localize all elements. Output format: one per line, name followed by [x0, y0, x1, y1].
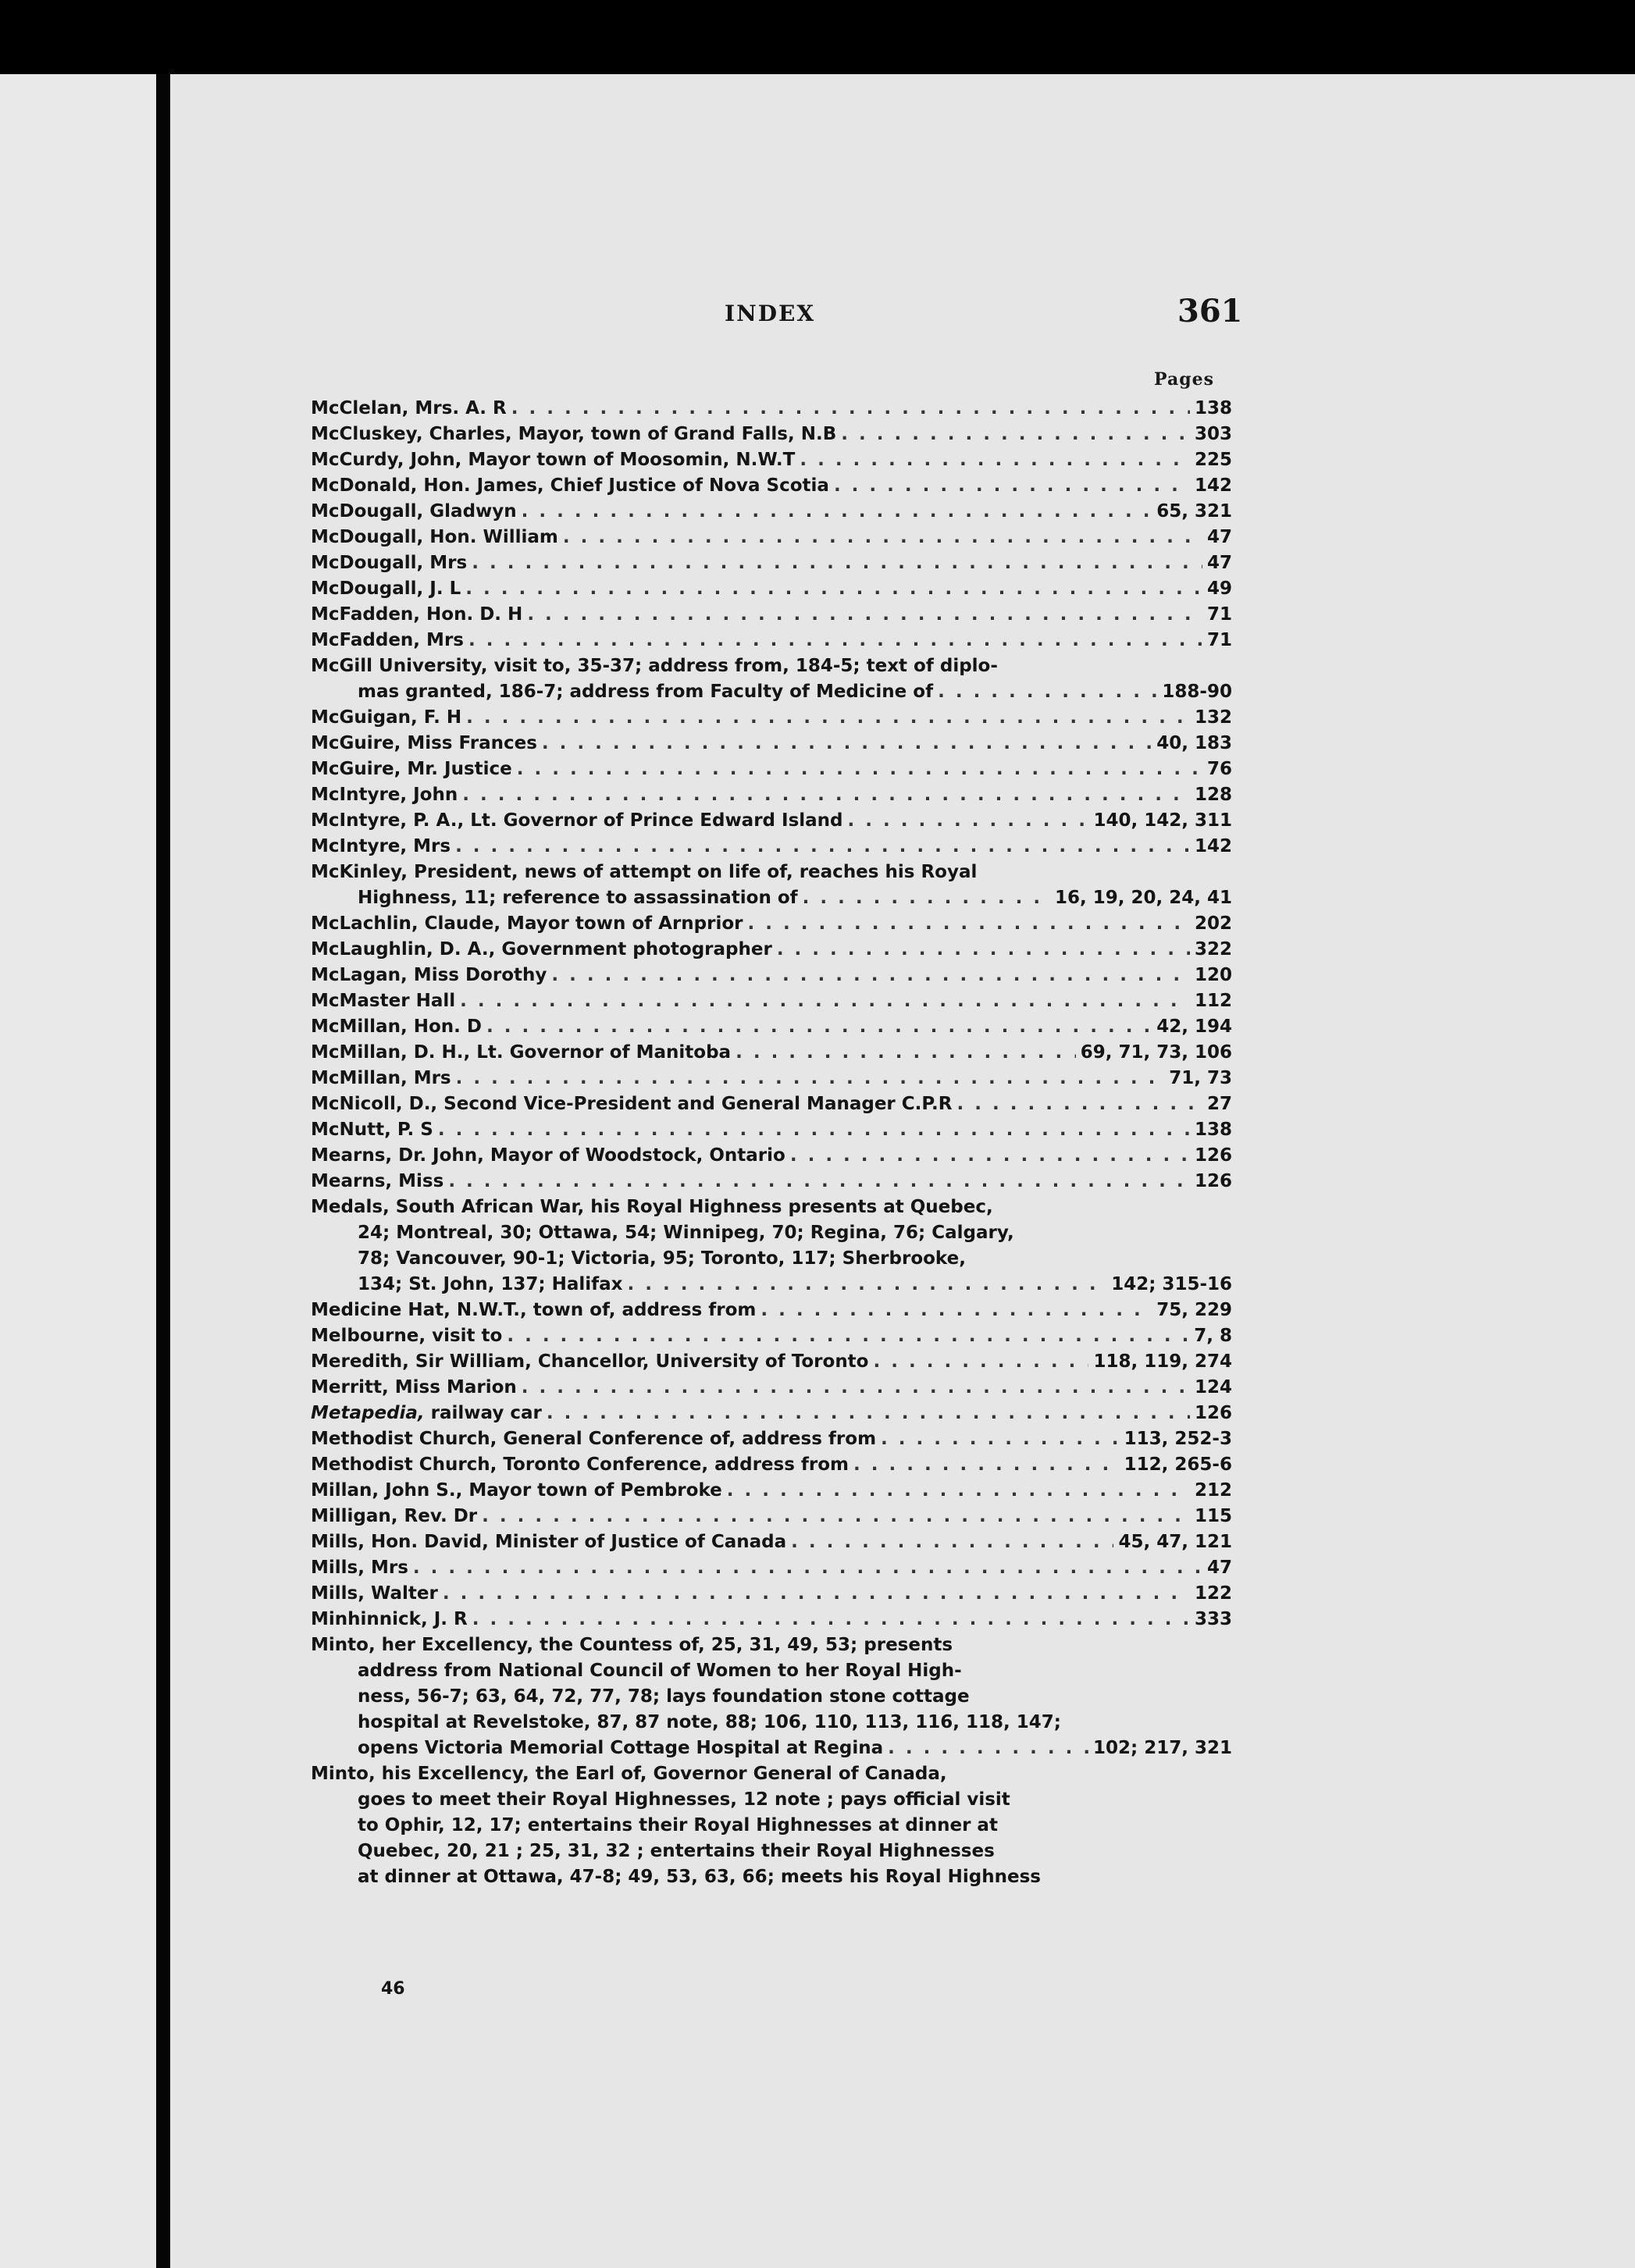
- dot-leader: [466, 705, 1190, 731]
- index-entry: [311, 860, 1232, 911]
- index-heading-text: McNicoll, D., Second Vice-President and General Manager C.P.R: [311, 1094, 953, 1114]
- index-entry: [311, 576, 1232, 602]
- dot-leader: [888, 1736, 1088, 1761]
- index-page-refs: 118, 119, 274: [1093, 1351, 1232, 1372]
- index-heading-text: McKinley, President, news of attempt on life of, reaches his Royal: [311, 862, 978, 882]
- index-page-refs: 69, 71, 73, 106: [1080, 1042, 1232, 1063]
- index-heading-text: McIntyre, Mrs: [311, 836, 451, 856]
- index-heading-text: McDougall, Mrs: [311, 553, 468, 573]
- index-page-refs: 112: [1194, 991, 1232, 1011]
- index-page: [170, 74, 1635, 2268]
- index-entry: [311, 834, 1232, 860]
- index-heading-text: 24; Montreal, 30; Ottawa, 54; Winnipeg, 70; Regina, 76; Calgary,: [358, 1223, 1014, 1243]
- index-heading-text: 78; Vancouver, 90-1; Victoria, 95; Toronto, 117; Sherbrooke,: [358, 1248, 966, 1269]
- index-page-refs: 333: [1194, 1609, 1232, 1629]
- index-entry: [311, 1195, 1232, 1298]
- index-heading-text: hospital at Revelstoke, 87, 87 note, 88; 106, 110, 113, 116, 118, 147;: [358, 1712, 1061, 1732]
- index-entry: [311, 1066, 1232, 1091]
- index-line: [311, 499, 1232, 525]
- index-heading-text: Mearns, Dr. John, Mayor of Woodstock, Ontario: [311, 1145, 785, 1166]
- index-heading-text: to Ophir, 12, 17; entertains their Royal Highnesses at dinner at: [358, 1815, 998, 1835]
- index-entry: [311, 1375, 1232, 1401]
- index-entry: [311, 1529, 1232, 1555]
- index-line: [311, 1169, 1232, 1195]
- index-entry: [311, 1607, 1232, 1632]
- index-entry: [311, 808, 1232, 834]
- index-line: [311, 679, 1232, 705]
- index-line: [311, 628, 1232, 653]
- index-line: [311, 1736, 1232, 1761]
- index-heading-text: McClelan, Mrs. A. R: [311, 398, 507, 418]
- dot-leader: [628, 1272, 1107, 1298]
- index-heading-text: Methodist Church, Toronto Conference, address from: [311, 1454, 850, 1475]
- index-page-refs: 47: [1206, 1558, 1232, 1578]
- index-line: [311, 937, 1232, 963]
- index-page-refs: 45, 47, 121: [1118, 1532, 1232, 1552]
- index-page-refs: 138: [1194, 398, 1232, 418]
- signature-mark: 46: [381, 1979, 405, 1999]
- index-line: [311, 1684, 1232, 1710]
- dot-leader: [873, 1349, 1088, 1375]
- index-line: [311, 576, 1232, 602]
- index-line: [311, 396, 1232, 422]
- dot-leader: [472, 1607, 1190, 1632]
- index-entry: [311, 525, 1232, 550]
- index-heading-text: McFadden, Mrs: [311, 630, 464, 650]
- index-heading-text: McIntyre, P. A., Lt. Governor of Prince Edward Island: [311, 810, 843, 831]
- index-heading-text: Quebec, 20, 21 ; 25, 31, 32 ; entertains their Royal Highnesses: [358, 1841, 995, 1861]
- index-heading-text: McGuigan, F. H: [311, 707, 462, 728]
- index-line: [311, 1864, 1232, 1890]
- index-entry: [311, 1452, 1232, 1478]
- dot-leader: [413, 1555, 1202, 1581]
- dot-leader: [547, 1401, 1190, 1426]
- index-line: [311, 1040, 1232, 1066]
- index-page-refs: 132: [1194, 707, 1232, 728]
- index-heading-text: McDougall, J. L: [311, 579, 461, 599]
- index-line: [311, 1478, 1232, 1504]
- index-entry: [311, 911, 1232, 937]
- index-line: [311, 1117, 1232, 1143]
- dot-leader: [462, 782, 1190, 808]
- dot-leader: [527, 602, 1202, 628]
- dot-leader: [938, 679, 1157, 705]
- index-entry: [311, 1581, 1232, 1607]
- index-entry: [311, 1040, 1232, 1066]
- index-line: [311, 1298, 1232, 1323]
- dot-leader: [841, 422, 1190, 447]
- dot-leader: [551, 963, 1190, 988]
- index-heading-text: McLaughlin, D. A., Government photographer: [311, 939, 772, 960]
- index-page-refs: 112, 265-6: [1124, 1454, 1232, 1475]
- index-heading-text: McMillan, D. H., Lt. Governor of Manitoba: [311, 1042, 732, 1063]
- index-line: [311, 988, 1232, 1014]
- index-entry: [311, 396, 1232, 422]
- dot-leader: [460, 988, 1190, 1014]
- index-heading-text: McDonald, Hon. James, Chief Justice of Nova Scotia: [311, 475, 829, 496]
- index-page-refs: 71: [1206, 604, 1232, 625]
- index-line: [311, 1375, 1232, 1401]
- index-line: [311, 1555, 1232, 1581]
- index-entry: [311, 1426, 1232, 1452]
- dot-leader: [777, 937, 1190, 963]
- dot-leader: [853, 1452, 1120, 1478]
- index-entry: [311, 499, 1232, 525]
- dot-leader: [790, 1143, 1190, 1169]
- index-heading-text: mas granted, 186-7; address from Faculty of Medicine of: [358, 682, 934, 702]
- index-heading-text: Mearns, Miss: [311, 1171, 444, 1191]
- index-page-refs: 138: [1194, 1120, 1232, 1140]
- index-entry: [311, 757, 1232, 782]
- running-head-title: INDEX: [725, 301, 816, 326]
- index-line: [311, 1529, 1232, 1555]
- dot-leader: [542, 731, 1152, 757]
- index-heading-text: Millan, John S., Mayor town of Pembroke: [311, 1480, 722, 1501]
- index-page-refs: 126: [1194, 1171, 1232, 1191]
- index-heading-text: Methodist Church, General Conference of, address from: [311, 1429, 877, 1449]
- index-italic-text: Metapedia,: [311, 1403, 425, 1423]
- dot-leader: [803, 885, 1050, 911]
- index-page-refs: 71: [1206, 630, 1232, 650]
- index-heading-text: McMillan, Mrs: [311, 1068, 451, 1088]
- index-heading-text: [311, 1401, 542, 1426]
- index-page-refs: 322: [1194, 939, 1232, 960]
- dot-leader: [791, 1529, 1113, 1555]
- index-heading-text: McGuire, Miss Frances: [311, 733, 537, 753]
- index-line: [311, 1787, 1232, 1813]
- index-heading-text: address from National Council of Women to her Royal High-: [358, 1661, 962, 1681]
- index-page-refs: 102; 217, 321: [1093, 1738, 1232, 1758]
- dot-leader: [456, 1066, 1165, 1091]
- index-heading-text: Meredith, Sir William, Chancellor, University of Toronto: [311, 1351, 869, 1372]
- index-line: [311, 422, 1232, 447]
- index-heading-text: McIntyre, John: [311, 785, 458, 805]
- dot-leader: [800, 447, 1190, 473]
- index-entry: [311, 550, 1232, 576]
- index-line: [311, 550, 1232, 576]
- index-page-refs: 47: [1206, 553, 1232, 573]
- dot-leader: [448, 1169, 1190, 1195]
- index-heading-text: McLagan, Miss Dorothy: [311, 965, 547, 985]
- facing-page-edge: [0, 74, 156, 2268]
- index-page-refs: 7, 8: [1194, 1326, 1232, 1346]
- index-heading-text: McLachlin, Claude, Mayor town of Arnprior: [311, 913, 743, 934]
- index-entry: [311, 988, 1232, 1014]
- index-line: [311, 653, 1232, 679]
- index-line: [311, 1323, 1232, 1349]
- index-entry: [311, 1298, 1232, 1323]
- dot-leader: [511, 396, 1190, 422]
- index-heading-text: McMaster Hall: [311, 991, 456, 1011]
- pages-column-label: Pages: [1154, 369, 1214, 390]
- index-page-refs: 75, 229: [1156, 1300, 1232, 1320]
- index-heading-text: Mills, Hon. David, Minister of Justice of Canada: [311, 1532, 787, 1552]
- index-line: [311, 1426, 1232, 1452]
- index-entry: [311, 1091, 1232, 1117]
- index-heading-text: McGuire, Mr. Justice: [311, 759, 512, 779]
- index-line: [311, 911, 1232, 937]
- dot-leader: [848, 808, 1089, 834]
- index-page-refs: 212: [1194, 1480, 1232, 1501]
- index-heading-text: Minhinnick, J. R: [311, 1609, 468, 1629]
- index-line: [311, 782, 1232, 808]
- index-page-refs: 16, 19, 20, 24, 41: [1054, 888, 1232, 908]
- index-page-refs: 202: [1194, 913, 1232, 934]
- index-line: [311, 705, 1232, 731]
- index-line: [311, 1195, 1232, 1220]
- index-heading-text: goes to meet their Royal Highnesses, 12 note ; pays official visit: [358, 1789, 1010, 1810]
- index-page-refs: 126: [1194, 1403, 1232, 1423]
- index-heading-text: McDougall, Hon. William: [311, 527, 558, 547]
- dot-leader: [881, 1426, 1120, 1452]
- index-line: [311, 1504, 1232, 1529]
- index-entry: [311, 1555, 1232, 1581]
- index-heading-text: Milligan, Rev. Dr: [311, 1506, 478, 1526]
- index-line: [311, 1091, 1232, 1117]
- index-line: [311, 1014, 1232, 1040]
- index-page-refs: 113, 252-3: [1124, 1429, 1232, 1449]
- index-page-refs: 142: [1194, 475, 1232, 496]
- index-entry: [311, 1761, 1232, 1890]
- index-entry: [311, 653, 1232, 705]
- index-heading-text: opens Victoria Memorial Cottage Hospital at Regina: [358, 1738, 884, 1758]
- dot-leader: [455, 834, 1190, 860]
- dot-leader: [472, 550, 1202, 576]
- index-heading-text: McFadden, Hon. D. H: [311, 604, 523, 625]
- index-page-refs: 27: [1206, 1094, 1232, 1114]
- index-heading-text: McNutt, P. S: [311, 1120, 433, 1140]
- dot-leader: [563, 525, 1202, 550]
- page-number: 361: [1177, 293, 1243, 329]
- index-entry: [311, 628, 1232, 653]
- index-line: [311, 1658, 1232, 1684]
- index-entry: [311, 1014, 1232, 1040]
- index-entry: [311, 602, 1232, 628]
- dot-leader: [438, 1117, 1190, 1143]
- dot-leader: [736, 1040, 1076, 1066]
- index-page-refs: 71, 73: [1169, 1068, 1232, 1088]
- index-line: [311, 473, 1232, 499]
- dot-leader: [468, 628, 1202, 653]
- index-entry: [311, 1323, 1232, 1349]
- index-heading-text: McGill University, visit to, 35-37; address from, 184-5; text of diplo-: [311, 656, 998, 676]
- index-heading-rest: railway car: [424, 1403, 542, 1423]
- index-heading-text: Mills, Mrs: [311, 1558, 408, 1578]
- index-line: [311, 1220, 1232, 1246]
- index-page-refs: 47: [1206, 527, 1232, 547]
- index-line: [311, 1581, 1232, 1607]
- index-line: [311, 1272, 1232, 1298]
- index-page-refs: 140, 142, 311: [1093, 810, 1232, 831]
- index-line: [311, 963, 1232, 988]
- index-page-refs: 142: [1194, 836, 1232, 856]
- index-line: [311, 525, 1232, 550]
- index-entry-list: [311, 396, 1232, 1890]
- index-page-refs: 122: [1194, 1583, 1232, 1604]
- dot-leader: [834, 473, 1190, 499]
- index-line: [311, 1246, 1232, 1272]
- index-page-refs: 49: [1206, 579, 1232, 599]
- index-entry: [311, 473, 1232, 499]
- book-gutter: [156, 74, 170, 2268]
- index-entry: [311, 1143, 1232, 1169]
- dot-leader: [761, 1298, 1152, 1323]
- index-line: [311, 860, 1232, 885]
- index-heading-text: at dinner at Ottawa, 47-8; 49, 53, 63, 66; meets his Royal Highness: [358, 1867, 1041, 1887]
- index-line: [311, 731, 1232, 757]
- index-heading-text: ness, 56-7; 63, 64, 72, 77, 78; lays foundation stone cottage: [358, 1686, 970, 1707]
- dot-leader: [748, 911, 1190, 937]
- dot-leader: [486, 1014, 1152, 1040]
- index-line: [311, 1143, 1232, 1169]
- index-heading-text: Highness, 11; reference to assassination of: [358, 888, 798, 908]
- index-entry: [311, 1401, 1232, 1426]
- dot-leader: [956, 1091, 1202, 1117]
- dot-leader: [522, 499, 1152, 525]
- index-page-refs: 124: [1194, 1377, 1232, 1397]
- index-page-refs: 142; 315-16: [1111, 1274, 1232, 1294]
- index-page-refs: 188-90: [1162, 682, 1232, 702]
- index-heading-text: Minto, his Excellency, the Earl of, Governor General of Canada,: [311, 1764, 947, 1784]
- dot-leader: [727, 1478, 1190, 1504]
- index-heading-text: 134; St. John, 137; Halifax: [358, 1274, 623, 1294]
- index-line: [311, 1401, 1232, 1426]
- index-page-refs: 225: [1194, 450, 1232, 470]
- index-heading-text: McDougall, Gladwyn: [311, 501, 517, 522]
- index-heading-text: McCurdy, John, Mayor town of Moosomin, N.W.T: [311, 450, 796, 470]
- index-heading-text: Minto, her Excellency, the Countess of, 25, 31, 49, 53; presents: [311, 1635, 953, 1655]
- index-entry: [311, 782, 1232, 808]
- index-line: [311, 1813, 1232, 1839]
- running-head: [170, 293, 1635, 340]
- index-heading-text: Medicine Hat, N.W.T., town of, address from: [311, 1300, 757, 1320]
- dot-leader: [522, 1375, 1190, 1401]
- index-line: [311, 757, 1232, 782]
- index-line: [311, 1349, 1232, 1375]
- index-line: [311, 1452, 1232, 1478]
- index-line: [311, 1839, 1232, 1864]
- index-line: [311, 1607, 1232, 1632]
- index-line: [311, 447, 1232, 473]
- index-page-refs: 115: [1194, 1506, 1232, 1526]
- index-entry: [311, 937, 1232, 963]
- index-line: [311, 1710, 1232, 1736]
- index-heading-text: Mills, Walter: [311, 1583, 438, 1604]
- index-page-refs: 303: [1194, 424, 1232, 444]
- index-page-refs: 126: [1194, 1145, 1232, 1166]
- index-entry: [311, 1117, 1232, 1143]
- index-line: [311, 1761, 1232, 1787]
- index-heading-text: McMillan, Hon. D: [311, 1017, 482, 1037]
- index-entry: [311, 705, 1232, 731]
- index-entry: [311, 731, 1232, 757]
- index-entry: [311, 1349, 1232, 1375]
- index-entry: [311, 1504, 1232, 1529]
- index-heading-text: Melbourne, visit to: [311, 1326, 503, 1346]
- dot-leader: [443, 1581, 1190, 1607]
- index-line: [311, 1066, 1232, 1091]
- index-entry: [311, 1169, 1232, 1195]
- index-entry: [311, 447, 1232, 473]
- index-entry: [311, 422, 1232, 447]
- index-line: [311, 885, 1232, 911]
- index-line: [311, 834, 1232, 860]
- index-page-refs: 40, 183: [1156, 733, 1232, 753]
- index-page-refs: 76: [1206, 759, 1232, 779]
- index-page-refs: 128: [1194, 785, 1232, 805]
- index-page-refs: 120: [1194, 965, 1232, 985]
- index-entry: [311, 1632, 1232, 1761]
- index-heading-text: McCluskey, Charles, Mayor, town of Grand Falls, N.B: [311, 424, 837, 444]
- index-heading-text: Medals, South African War, his Royal Highness presents at Quebec,: [311, 1197, 993, 1217]
- dot-leader: [507, 1323, 1189, 1349]
- index-entry: [311, 963, 1232, 988]
- dot-leader: [465, 576, 1202, 602]
- index-line: [311, 808, 1232, 834]
- index-line: [311, 602, 1232, 628]
- dot-leader: [517, 757, 1202, 782]
- index-line: [311, 1632, 1232, 1658]
- index-page-refs: 65, 321: [1156, 501, 1232, 522]
- index-heading-text: Merritt, Miss Marion: [311, 1377, 517, 1397]
- index-entry: [311, 1478, 1232, 1504]
- index-page-refs: 42, 194: [1156, 1017, 1232, 1037]
- dot-leader: [482, 1504, 1190, 1529]
